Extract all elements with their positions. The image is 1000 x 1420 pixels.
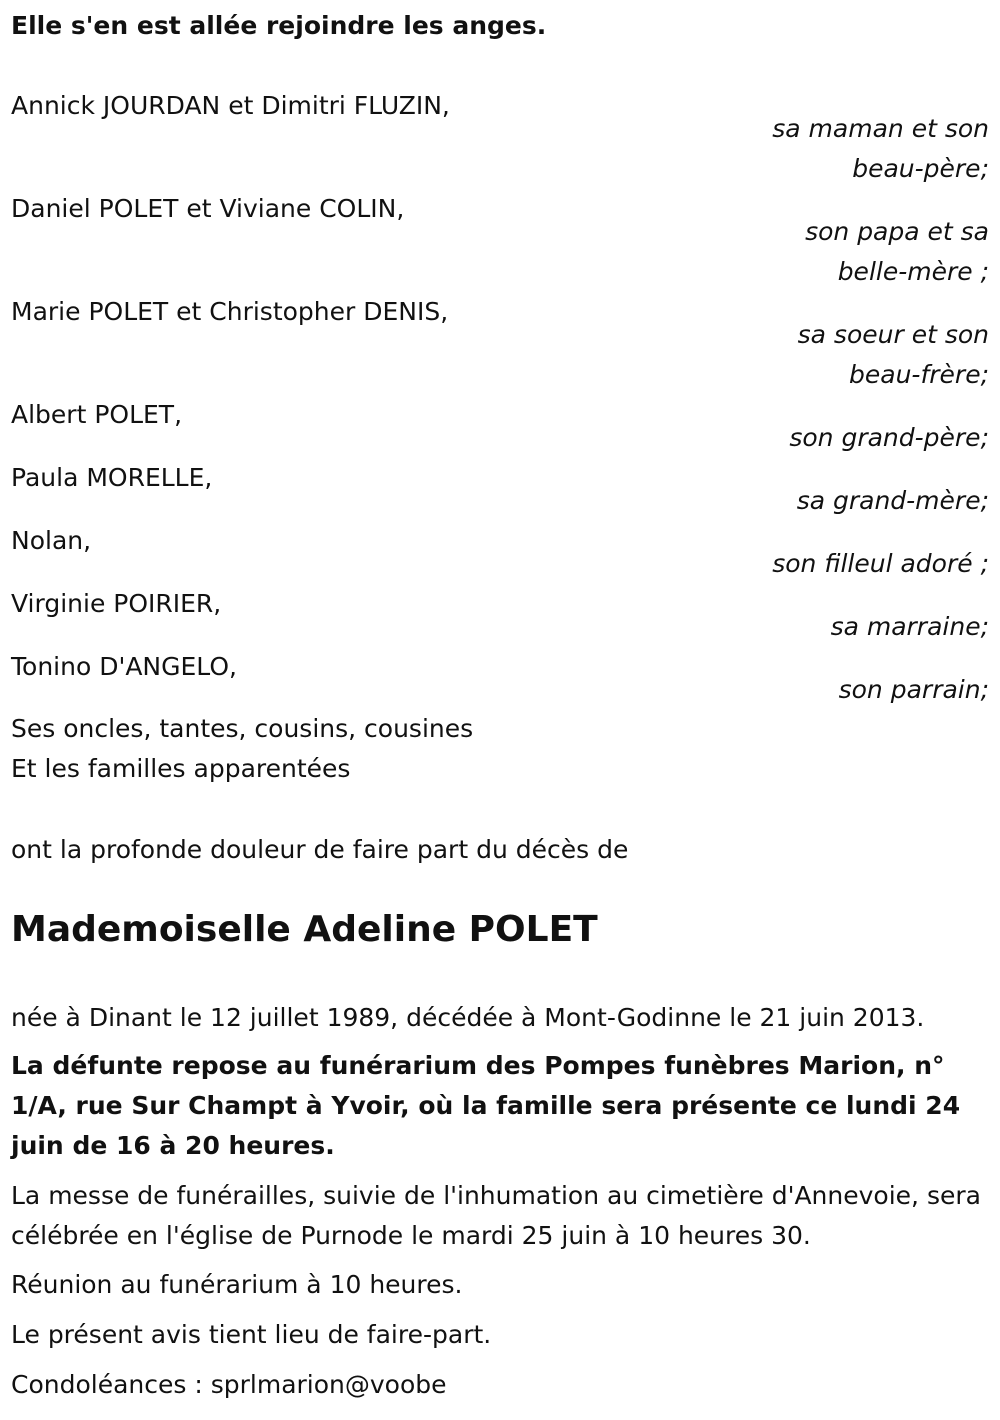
family-name-parents: Annick JOURDAN et Dimitri FLUZIN, [11, 91, 450, 120]
family-name-grandmother: Paula MORELLE, [11, 463, 213, 492]
condolences-info: Condoléances : sprlmarion@voobe [11, 1370, 447, 1399]
family-name-grandfather: Albert POLET, [11, 400, 183, 429]
meeting-info: Réunion au funérarium à 10 heures. [11, 1270, 463, 1299]
deceased-name: Mademoiselle Adeline POLET [11, 909, 598, 950]
family-relation-father-2: belle-mère ; [837, 257, 989, 286]
family-relation-parents-1: sa maman et son [772, 114, 989, 143]
mass-info: La messe de funérailles, suivie de l'inhumation au cimetière d'Annevoie, sera célébrée en l'église de Purnode le mardi 25 juin à 10 heures 30. [11, 1181, 981, 1250]
family-relation-sister-2: beau-frère; [849, 360, 989, 389]
family-name-sister: Marie POLET et Christopher DENIS, [11, 297, 449, 326]
family-relation-grandfather: son grand-père; [789, 423, 989, 452]
family-relation-sister-1: sa soeur et son [797, 320, 989, 349]
family-name-godmother: Virginie POIRIER, [11, 589, 222, 618]
notice-info: Le présent avis tient lieu de faire-part. [11, 1320, 492, 1349]
extended-family-line-1: Ses oncles, tantes, cousins, cousines [11, 714, 474, 743]
extended-family-line-2: Et les familles apparentées [11, 754, 351, 783]
family-relation-parents-2: beau-père; [852, 154, 989, 183]
family-name-godfather: Tonino D'ANGELO, [11, 652, 237, 681]
family-name-father: Daniel POLET et Viviane COLIN, [11, 194, 405, 223]
epigraph: Elle s'en est allée rejoindre les anges. [11, 11, 547, 40]
birth-death-dates: née à Dinant le 12 juillet 1989, décédée à Mont-Godinne le 21 juin 2013. [11, 1003, 925, 1032]
family-relation-godfather: son parrain; [838, 675, 989, 704]
family-relation-godson: son filleul adoré ; [772, 549, 989, 578]
funerarium-info: La défunte repose au funérarium des Pompes funèbres Marion, n° 1/A, rue Sur Champt à Yvoir, où la famille sera présente ce lundi 24 juin de 16 à 20 heures. [11, 1051, 961, 1160]
family-relation-godmother: sa marraine; [830, 612, 989, 641]
family-relation-grandmother: sa grand-mère; [796, 486, 989, 515]
announcement: ont la profonde douleur de faire part du décès de [11, 835, 629, 864]
family-relation-father-1: son papa et sa [805, 217, 989, 246]
family-name-godson: Nolan, [11, 526, 92, 555]
